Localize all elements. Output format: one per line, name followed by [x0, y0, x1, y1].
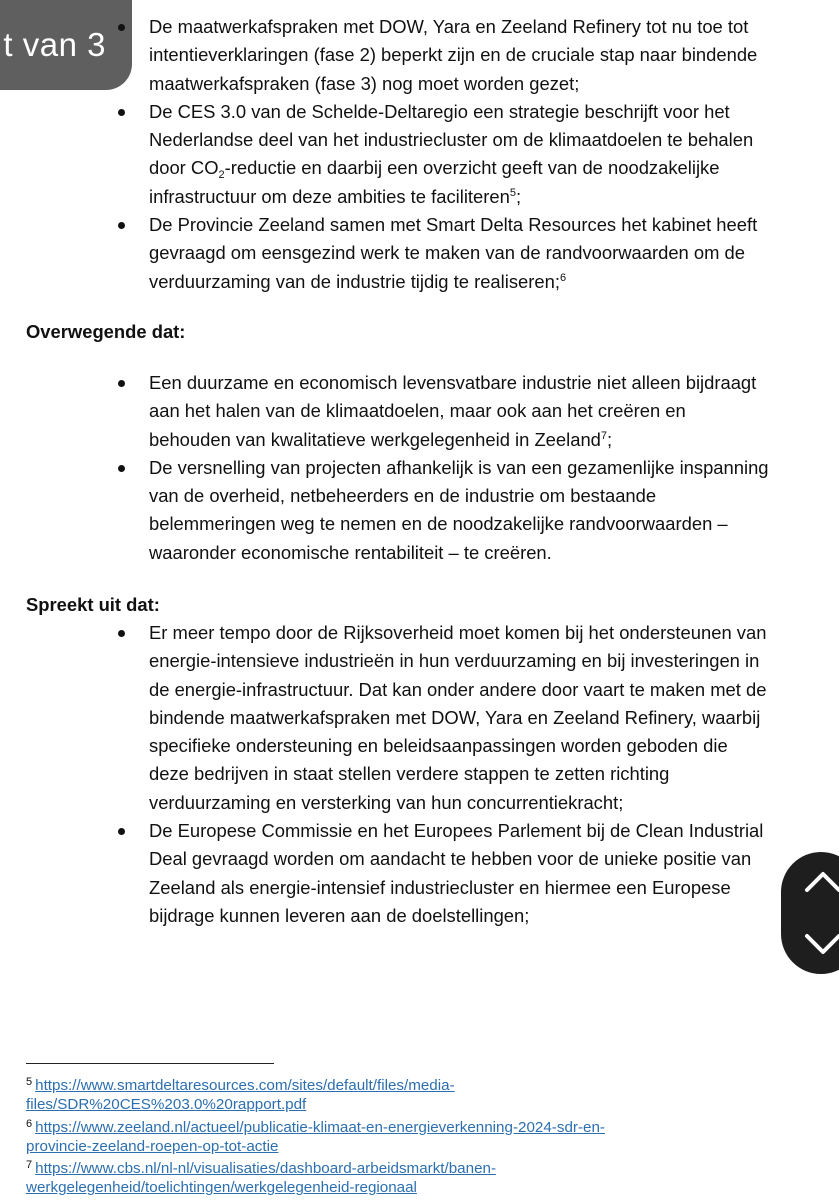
page-nav-control: [781, 852, 839, 974]
footnote: [26, 1115, 786, 1157]
footnote: [26, 1156, 786, 1198]
list-item-text: De Provincie Zeeland samen met Smart Delta Resources het kabinet heeft gevraagd om eensgezind werk te maken van de randvoorwaarden om de verduurzaming van de industrie tijdig te realiseren;: [149, 214, 758, 292]
list-item: [0, 619, 839, 817]
list-item: [0, 98, 839, 211]
footnote-link[interactable]: https://www.zeeland.nl/actueel/publicatie-klimaat-en-energieverkenning-2024-sdr-en- provincie-zeeland-roepen-op-tot-actie: [26, 1118, 605, 1155]
list-item-text: ;: [515, 185, 522, 207]
list-item-text: Er meer tempo door de Rijksoverheid moet komen bij het ondersteunen van energie-intensieve industrieën in hun verduurzaming en bij investeringen in de energie-infrastructuur. Dat kan onder andere door vaart te maken met de bindende maatwerkafspraken met DOW, Yara en Zeeland Refinery, waarbij specifieke ondersteuning en beleidsaanpassingen worden geboden die deze bedrijven in staat stellen verdere stappen te zetten richting verduurzaming en versterking van hun concurrentiekracht;: [149, 622, 767, 813]
list-item: [0, 369, 839, 454]
list-item-text: -reductie en daarbij een overzicht geeft van de noodzakelijke infrastructuur om deze ambities te faciliteren: [149, 157, 720, 207]
list-item-text: De maatwerkafspraken met DOW, Yara en Zeeland Refinery tot nu toe tot intentieverklaringen (fase 2) beperkt zijn en de cruciale stap naar bindende maatwerkafspraken (fase 3) nog moet worden gezet;: [149, 16, 758, 94]
subscript: 2: [218, 169, 225, 182]
footnote-ref[interactable]: 7: [600, 429, 608, 442]
list-item-text: De CES 3.0 van de Schelde-Deltaregio een strategie beschrijft voor het Nederlandse deel van het industriecluster om de klimaatdoelen te behalen door CO: [149, 100, 754, 179]
footnote-link[interactable]: https://www.smartdeltaresources.com/sites/default/files/media- files/SDR%20CES%203.0%20rapport.pdf: [26, 1077, 455, 1114]
bullet-icon: [118, 109, 125, 116]
list-item-text: De versnelling van projecten afhankelijk is van een gezamenlijke inspanning van de overheid, netbeheerders en de industrie om bestaande belemmeringen weg te nemen en de noodzakelijke randvoorwaarden – waaronder economische rentabiliteit – te creëren.: [149, 456, 769, 563]
chevron-up-icon[interactable]: [801, 864, 839, 900]
footnote-number: 6: [26, 1117, 33, 1130]
footnote-ref[interactable]: 6: [559, 271, 567, 284]
footnote: [26, 1073, 786, 1115]
list-item: [0, 211, 839, 296]
bullet-icon: [118, 828, 125, 835]
footnote-number: 7: [26, 1159, 33, 1172]
chevron-down-icon[interactable]: [801, 926, 839, 962]
list-item: [0, 13, 839, 98]
spreekt-bullet-list: [0, 619, 839, 930]
overwegende-bullet-list: [0, 369, 839, 567]
bullet-icon: [118, 630, 125, 637]
list-item-text: De Europese Commissie en het Europees Parlement bij de Clean Industrial Deal gevraagd worden om aandacht te hebben voor de unieke positie van Zeeland als energie-intensief industriecluster en hiermee een Europese bijdrage kunnen leveren aan de doelstellingen;: [149, 820, 764, 926]
section-heading-overwegende: Overwegende dat:: [26, 321, 186, 342]
bullet-icon: [118, 222, 125, 229]
bullet-icon: [118, 380, 125, 387]
footnote-link[interactable]: https://www.cbs.nl/nl-nl/visualisaties/dashboard-arbeidsmarkt/banen- werkgelegenheid/toelichtingen/werkgelegenheid-regionaal: [26, 1160, 497, 1197]
top-bullet-list: [0, 13, 839, 296]
footnotes: [26, 1073, 786, 1198]
list-item-text: ;: [607, 428, 613, 450]
list-item-text: Een duurzame en economisch levensvatbare industrie niet alleen bijdraagt aan het halen van de klimaatdoelen, maar ook aan het creëren en behouden van kwalitatieve werkgelegenheid in Zeeland: [149, 372, 757, 450]
list-item: [0, 454, 839, 567]
bullet-icon: [118, 24, 125, 31]
footnote-ref[interactable]: 5: [509, 186, 516, 199]
list-item: [0, 817, 839, 930]
footnote-separator: [26, 1063, 274, 1064]
section-heading-spreekt: Spreekt uit dat:: [26, 594, 160, 615]
page-indicator-label: t van 3: [3, 26, 106, 63]
footnote-number: 5: [26, 1076, 33, 1088]
bullet-icon: [118, 465, 125, 472]
